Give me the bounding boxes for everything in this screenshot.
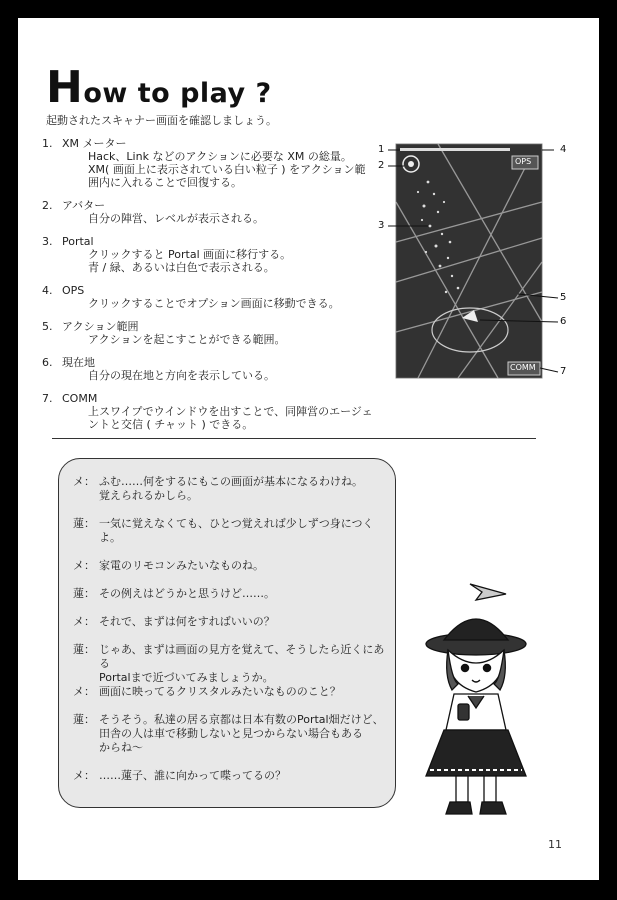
list-item: 1. XM メーター Hack、Link などのアクションに必要な XM の総量。 XM( 画面上に表示されている白い粒子 ) をアクション範 囲内に入れることで回復する。	[42, 137, 366, 189]
item-label: アクション範囲	[62, 320, 139, 333]
callout-7: 7	[560, 366, 567, 377]
callout-6: 6	[560, 316, 567, 327]
speaker: メ：	[73, 559, 95, 572]
dialogue-line: メ： それで、まずは何をすればいいの？	[73, 615, 275, 628]
speaker: メ：	[73, 685, 95, 698]
ops-label: OPS	[515, 157, 532, 166]
speaker: メ：	[73, 769, 95, 782]
page-title: How to play ?	[46, 62, 272, 113]
manual-page	[18, 18, 599, 880]
speaker: メ：	[73, 475, 95, 488]
divider	[52, 438, 536, 439]
callout-3: 3	[378, 220, 385, 231]
item-list	[42, 137, 385, 441]
renko-character-icon	[418, 580, 538, 830]
speaker: 蓮：	[73, 643, 95, 656]
speaker: メ：	[73, 615, 95, 628]
dialogue-line: メ： ふむ……何をするにもこの画面が基本になるわけね。 覚えられるかしら。	[73, 475, 363, 502]
speaker: 蓮：	[73, 517, 95, 530]
item-label: アバター	[62, 199, 106, 212]
item-label: OPS	[62, 284, 85, 297]
speaker: 蓮：	[73, 713, 95, 726]
speaker: 蓮：	[73, 587, 95, 600]
list-item: 3. Portal クリックすると Portal 画面に移行する。 青 / 緑、あるいは白色で表示される。	[42, 235, 292, 274]
scanner-screenshot	[378, 142, 578, 382]
page-number: 11	[548, 838, 562, 851]
list-item: 4. OPS クリックすることでオプション画面に移動できる。	[42, 284, 340, 310]
list-item: 2. アバター 自分の陣営、レベルが表示される。	[42, 199, 264, 225]
scanner-image	[378, 142, 578, 382]
list-item: 5. アクション範囲 アクションを起こすことができる範囲。	[42, 320, 286, 346]
callout-2: 2	[378, 160, 385, 171]
dialogue-line: メ： 家電のリモコンみたいなものね。	[73, 559, 264, 572]
dialogue-line: 蓮： その例えはどうかと思うけど……。	[73, 587, 275, 600]
comm-label: COMM	[510, 363, 536, 372]
dialogue-line: 蓮： 一気に覚えなくても、ひとつ覚えれば少しずつ身につく よ。	[73, 517, 374, 544]
item-label: Portal	[62, 235, 94, 248]
dialogue-line: メ： ……蓮子、誰に向かって喋ってるの？	[73, 769, 286, 782]
dialogue-line: メ： 画面に映ってるクリスタルみたいなもののこと？	[73, 685, 341, 698]
dialogue-line: 蓮： じゃあ、まずは画面の見方を覚えて、そうしたら近くにある Portalまで近づいてみましょうか。	[73, 643, 385, 684]
dialogue-box	[58, 458, 396, 808]
callout-5: 5	[560, 292, 567, 303]
character-illustration	[418, 580, 538, 830]
callout-1: 1	[378, 144, 385, 155]
item-label: COMM	[62, 392, 98, 405]
dialogue-line: 蓮： そうそう。私達の居る京都は日本有数のPortal畑だけど、 田舎の人は車で移動しないと見つからない場合もある からね～	[73, 713, 384, 754]
callout-4: 4	[560, 144, 567, 155]
list-item: 7. COMM 上スワイプでウインドウを出すことで、同陣営のエージェ ントと交信 ( チャット ) できる。	[42, 392, 373, 431]
intro-text: 起動されたスキャナー画面を確認しましょう。	[46, 114, 277, 127]
item-label: 現在地	[62, 356, 95, 369]
item-label: XM メーター	[62, 137, 127, 150]
list-item: 6. 現在地 自分の現在地と方向を表示している。	[42, 356, 275, 382]
